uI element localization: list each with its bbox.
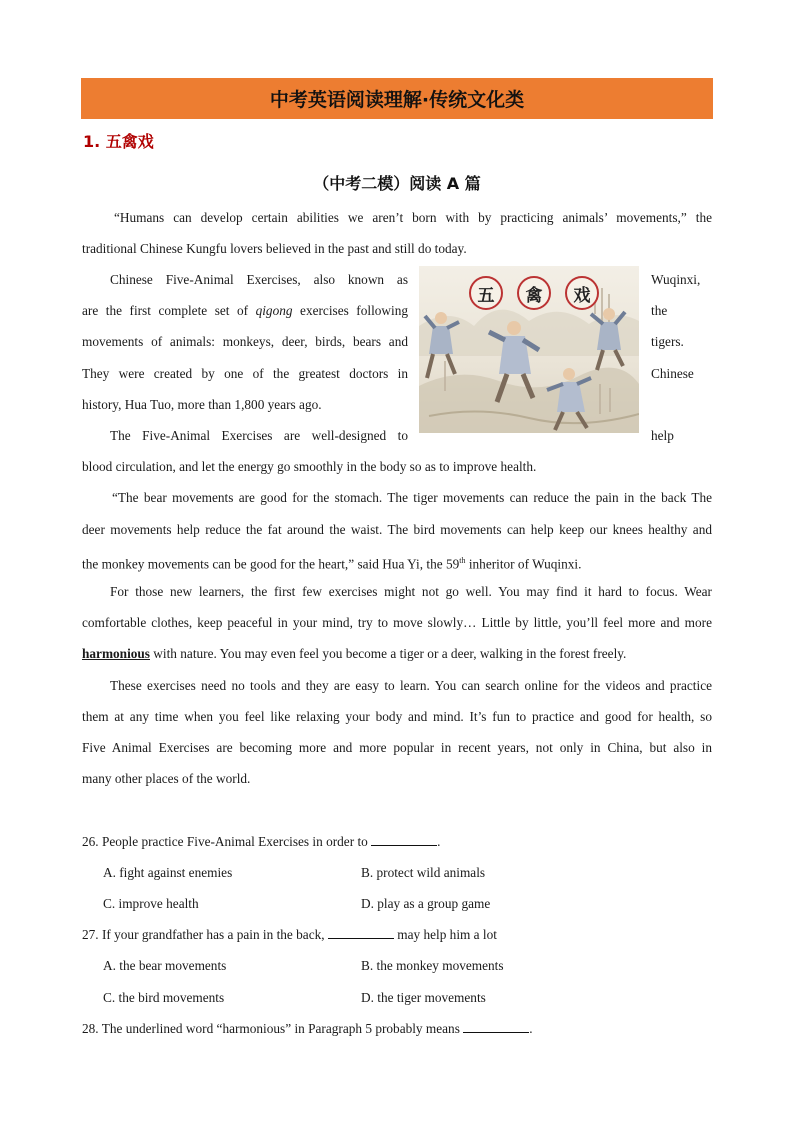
section-heading: 1. 五禽戏 <box>83 132 154 151</box>
passage-subtitle: （中考二模）阅读 A 篇 <box>313 174 481 193</box>
page-title: 中考英语阅读理解·传统文化类 <box>269 89 525 111</box>
paragraph-2-line-1: Chinese Five-Animal Exercises, also known as <box>110 272 408 287</box>
underlined-word: harmonious <box>82 646 150 661</box>
paragraph-2-line-2: are the first complete set of qigong exercises following <box>82 303 409 318</box>
option-26-a[interactable]: A. fight against enemies <box>103 865 233 880</box>
paragraph-5-line-2: comfortable clothes, keep peaceful in your mind, try to move slowly… Little by little, you’ll feel more and more <box>82 615 712 630</box>
paragraph-5-line-3: harmonious with nature. You may even feel you become a tiger or a deer, walking in the forest freely. <box>82 646 627 661</box>
paragraph-2-line-2-end: the <box>651 303 668 318</box>
option-26-b[interactable]: B. protect wild animals <box>361 865 486 880</box>
paragraph-2-line-3: movements of animals: monkeys, deer, birds, bears and <box>82 334 408 349</box>
paragraph-3-line-2: blood circulation, and let the energy go smoothly in the body so as to improve health. <box>82 459 537 474</box>
illustration-char-1: 五 <box>469 276 503 310</box>
option-27-a[interactable]: A. the bear movements <box>103 958 227 973</box>
paragraph-4-line-3: the monkey movements can be good for the heart,” said Hua Yi, the 59th inheritor of Wuqinxi. <box>82 556 582 572</box>
option-26-c[interactable]: C. improve health <box>103 896 199 911</box>
question-27: 27. If your grandfather has a pain in the back, may help him a lot <box>82 927 497 942</box>
paragraph-4-line-2: deer movements help reduce the fat around the waist. The bird movements can help keep our knees healthy and <box>82 522 712 537</box>
option-27-b[interactable]: B. the monkey movements <box>361 958 504 973</box>
wuqinxi-illustration <box>419 266 639 433</box>
illustration-char-3: 戏 <box>565 276 599 310</box>
paragraph-5-line-1: For those new learners, the first few exercises might not go well. You may find it hard to focus. Wear <box>110 584 712 599</box>
paragraph-2-line-4-end: Chinese <box>651 366 694 381</box>
option-27-c[interactable]: C. the bird movements <box>103 990 225 1005</box>
answer-blank[interactable] <box>328 926 394 939</box>
title-banner <box>81 78 713 119</box>
illustration-title <box>469 276 599 310</box>
answer-blank[interactable] <box>463 1020 529 1033</box>
paragraph-2-line-4: They were created by one of the greatest doctors in <box>82 366 408 381</box>
paragraph-3-line-1-end: help <box>651 428 674 443</box>
paragraph-4-line-1: “The bear movements are good for the stomach. The tiger movements can reduce the pain in the back The <box>112 490 712 505</box>
paragraph-3-line-1: The Five-Animal Exercises are well-designed to <box>110 428 408 443</box>
paragraph-6-line-1: These exercises need no tools and they are easy to learn. You can search online for the videos and practice <box>110 678 712 693</box>
paragraph-1-line-1: “Humans can develop certain abilities we aren’t born with by practicing animals’ movements,” the <box>114 210 712 225</box>
question-26: 26. People practice Five-Animal Exercises in order to . <box>82 834 441 849</box>
illustration-char-2: 禽 <box>517 276 551 310</box>
paragraph-6-line-3: Five Animal Exercises are becoming more and more popular in recent years, not only in China, but also in <box>82 740 712 755</box>
answer-blank[interactable] <box>371 833 437 846</box>
paragraph-2-line-5: history, Hua Tuo, more than 1,800 years ago. <box>82 397 322 412</box>
option-27-d[interactable]: D. the tiger movements <box>361 990 486 1005</box>
paragraph-2-line-1-end: Wuqinxi, <box>651 272 701 287</box>
paragraph-2-line-3-end: tigers. <box>651 334 684 349</box>
question-28: 28. The underlined word “harmonious” in Paragraph 5 probably means . <box>82 1021 533 1036</box>
paragraph-1-line-2: traditional Chinese Kungfu lovers believed in the past and still do today. <box>82 241 467 256</box>
option-26-d[interactable]: D. play as a group game <box>361 896 491 911</box>
paragraph-6-line-4: many other places of the world. <box>82 771 251 786</box>
paragraph-6-line-2: them at any time when you feel like relaxing your body and mind. It’s fun to practice and good for health, so <box>82 709 712 724</box>
